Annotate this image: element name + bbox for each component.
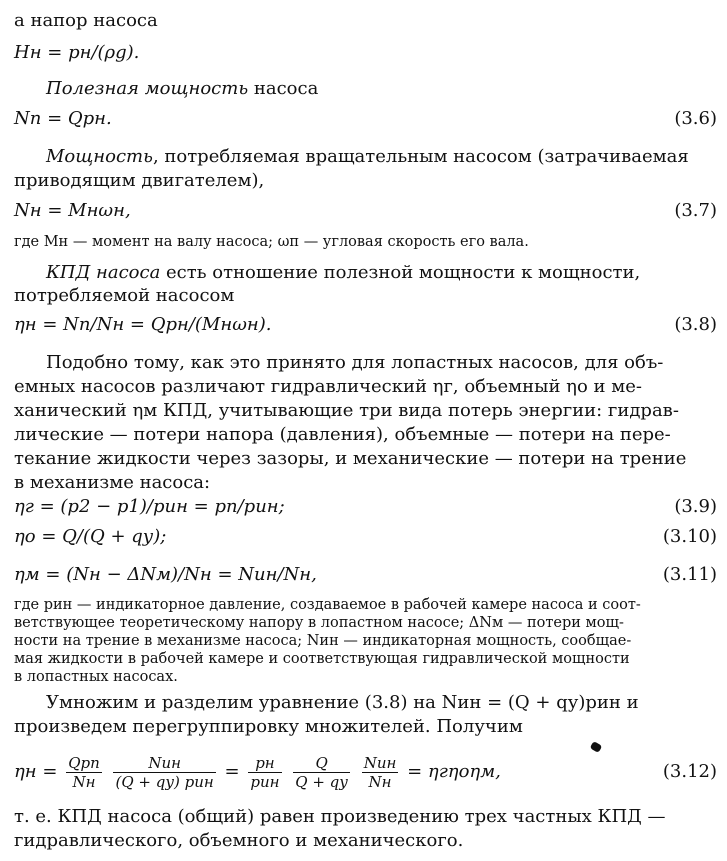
equation-head bbox=[14, 40, 717, 66]
equation-formula: Nн = Mнωн, bbox=[14, 200, 131, 221]
text-line: приводящим двигателем), bbox=[14, 170, 265, 191]
fraction bbox=[362, 754, 399, 791]
equation-3-10 bbox=[14, 524, 717, 550]
text-line: а напор насоса bbox=[14, 10, 158, 31]
footnote-line: в лопастных насосах. bbox=[14, 669, 178, 685]
text-line bbox=[46, 262, 717, 284]
equation-formula: Nп = Qpн. bbox=[14, 108, 112, 129]
equation-3-6 bbox=[14, 106, 717, 132]
equation-number: (3.11) bbox=[662, 564, 717, 585]
text-fragment: , потребляемая вращательным насосом (затрачиваемая bbox=[152, 146, 689, 167]
equation-number: (3.6) bbox=[674, 108, 717, 129]
text-fragment: насоса bbox=[248, 78, 319, 99]
text-line: т. е. КПД насоса (общий) равен произведению трех частных КПД — bbox=[14, 806, 666, 827]
equation-number: (3.7) bbox=[674, 200, 717, 221]
text-line: Подобно тому, как это принято для лопастных насосов, для объ- bbox=[46, 352, 664, 373]
equation-3-8 bbox=[14, 312, 717, 338]
fraction bbox=[113, 754, 215, 791]
footnote-line: ности на трение в механизме насоса; Nин — индикаторная мощность, сообщае- bbox=[14, 633, 632, 649]
equation-number: (3.8) bbox=[674, 314, 717, 335]
equation-3-7 bbox=[14, 198, 717, 224]
denominator: Nн bbox=[368, 772, 392, 791]
numerator: pн bbox=[248, 754, 281, 773]
text-line: Умножим и разделим уравнение (3.8) на Nин = (Q + qу)pин и bbox=[46, 692, 639, 713]
footnote-line: мая жидкости в рабочей камере и соответствующая гидравлической мощности bbox=[14, 651, 630, 667]
footnote-line: где pин — индикаторное давление, создаваемое в рабочей камере насоса и соот- bbox=[14, 597, 641, 613]
equation-3-9 bbox=[14, 494, 717, 520]
fraction bbox=[66, 754, 102, 791]
numerator: Qpп bbox=[68, 753, 100, 772]
equation-formula bbox=[14, 744, 501, 800]
denominator: Nн bbox=[72, 772, 96, 791]
text-line: потребляемой насосом bbox=[14, 285, 235, 306]
equation-formula: Hн = pн/(ρg). bbox=[14, 42, 140, 63]
text-line bbox=[46, 78, 717, 100]
fraction bbox=[248, 754, 281, 791]
footnote-line: ветствующее теоретическому напору в лопастном насосе; ΔNм — потери мощ- bbox=[14, 615, 624, 631]
term: КПД насоса bbox=[46, 262, 161, 283]
text-line bbox=[46, 146, 717, 168]
denominator: pин bbox=[250, 772, 280, 791]
text-line: произведем перегруппировку множителей. Получим bbox=[14, 716, 523, 737]
denominator: Q + qу bbox=[295, 772, 348, 791]
numerator: Nин bbox=[113, 754, 215, 773]
equation-formula: ηг = (p2 − p1)/pин = pп/pин; bbox=[14, 496, 285, 517]
text-line: ханический ηм КПД, учитывающие три вида потерь энергии: гидрав- bbox=[14, 400, 679, 421]
equation-formula: ηм = (Nн − ΔNм)/Nн = Nин/Nн, bbox=[14, 564, 317, 585]
text-line: в механизме насоса: bbox=[14, 472, 211, 493]
text-fragment: есть отношение полезной мощности к мощности, bbox=[160, 262, 641, 283]
text-line: текание жидкости через зазоры, и механические — потери на трение bbox=[14, 448, 687, 469]
equation-number: (3.12) bbox=[662, 761, 717, 782]
equation-number: (3.10) bbox=[662, 526, 717, 547]
denominator: (Q + qу) pин bbox=[115, 772, 214, 791]
equation-formula: ηо = Q/(Q + qу); bbox=[14, 526, 167, 547]
text-line: гидравлического, объемного и механического. bbox=[14, 830, 464, 851]
equation-number: (3.9) bbox=[674, 496, 717, 517]
numerator: Q bbox=[293, 754, 350, 773]
term: Мощность bbox=[46, 146, 153, 167]
footnote-line: где Mн — момент на валу насоса; ωп — угловая скорость его вала. bbox=[14, 234, 529, 250]
term: Полезная мощность bbox=[46, 78, 249, 99]
equals-sign: = bbox=[224, 761, 240, 782]
text-line: лические — потери напора (давления), объемные — потери на пере- bbox=[14, 424, 671, 445]
text-line: емных насосов различают гидравлический ηг, объемный ηо и ме- bbox=[14, 376, 642, 397]
equation-lhs: ηн = bbox=[14, 761, 58, 782]
equation-3-11 bbox=[14, 562, 717, 588]
equation-formula: ηн = Nп/Nн = Qpн/(Mнωн). bbox=[14, 314, 272, 335]
numerator: Nин bbox=[363, 753, 397, 772]
equation-rhs: = ηгηоηм, bbox=[407, 761, 501, 782]
fraction bbox=[293, 754, 350, 791]
equation-3-12 bbox=[14, 744, 717, 800]
